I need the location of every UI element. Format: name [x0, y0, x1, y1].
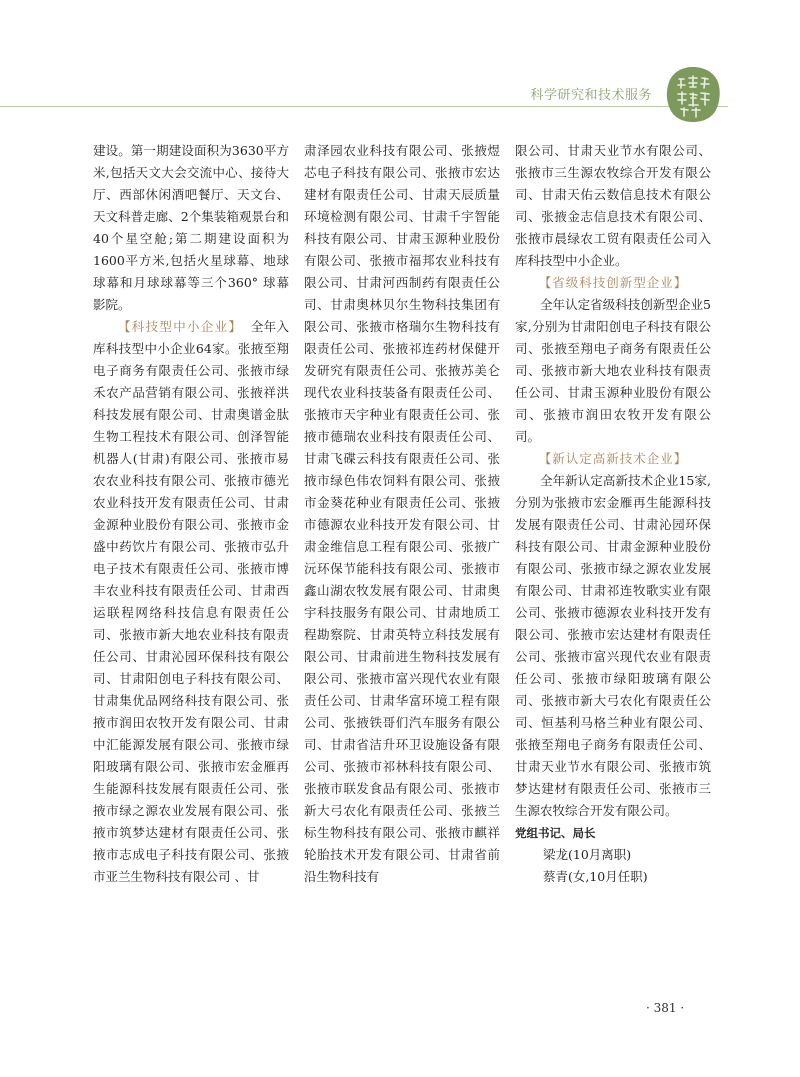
paragraph-planetarium: 建设。第一期建设面积为3630平方米,包括天文大会交流中心、接待大厅、西部休闲酒吧餐厅、天文台、天文科普走廊、2个集装箱观景台和40个星空舱;第二期建设面积为1600平方米,包括火星球幕、地球球幕和月球球幕等三个360° 球幕影院。: [93, 143, 289, 312]
leader-entry: 梁龙(10月离职): [543, 847, 632, 862]
header-rule: [0, 106, 728, 107]
section-body-provincial-innovative: 全年认定省级科技创新型企业5家,分别为甘肃阳创电子科技有限公司、张掖至翔电子商务有限责任公司、张掖市新大地农业科技有限责任公司、甘肃玉源种业股份有限公司、张掖市润田农牧开发有限公司。: [515, 297, 711, 444]
leader-entry: 蔡青(女,10月任职): [543, 869, 648, 884]
leaders-heading: 党组书记、局长: [515, 826, 596, 840]
section-title-provincial-innovative: 【省级科技创新型企业】: [538, 275, 688, 290]
text-column-3: [515, 140, 711, 888]
section-title-high-tech: 【新认定高新技术企业】: [538, 451, 688, 466]
section-tech-sme: [93, 316, 289, 888]
running-header-title: 科学研究和技术服务: [530, 88, 652, 103]
decorative-seal-icon: [664, 64, 722, 124]
section-body-tech-sme: 全年入库科技型中小企业64家。张掖至翔电子商务有限责任公司、张掖市绿禾农产品营销有限公司、张掖祥洪科技发展有限公司、甘肃奥谱金肽生物工程技术有限公司、创泽智能机器人(甘肃)有限公司、张掖市易农农业科技有限公司、张掖市德光农业科技开发有限责任公司、甘肃金源种业股份有限公司、张掖市金盛中药饮片有限公司、张掖市弘升电子技术有限责任公司、张掖市博丰农业科技有限责任公司、甘肃西运联程网络科技信息有限责任公司、张掖市新大地农业科技有限责任公司、甘肃沁园环保科技有限公司、甘肃阳创电子科技有限公司、甘肃集优品网络科技有限公司、张掖市润田农牧开发有限公司、甘肃中汇能源发展有限公司、张掖市绿阳玻璃有限公司、张掖市宏金雁再生能源科技发展有限责任公司、张掖市绿之源农业发展有限公司、张掖市筑梦达建材有限责任公司、张掖市志成电子科技有限公司、张掖市亚兰生物科技有限公司 、甘: [93, 319, 289, 884]
paragraph-company-list: 肃泽园农业科技有限公司、张掖煜芯电子科技有限公司、张掖市宏达建材有限责任公司、甘肃天辰质量环境检测有限公司、甘肃千宇智能科技有限公司、甘肃玉源种业股份有限公司、张掖市福邦农业科技有限公司、甘肃河西制药有限责任公司、甘肃奥林贝尔生物科技集团有限公司、张掖市格瑞尔生物科技有限责任公司、张掖祁连药材保健开发研究有限责任公司、张掖苏美仑现代农业科技装备有限责任公司、张掖市天宇种业有限责任公司、张掖市德瑞农业科技有限责任公司、甘肃飞碟云科技有限责任公司、张掖市绿色伟农饲料有限公司、张掖市金葵花种业有限责任公司、张掖市德源农业科技开发有限公司、甘肃金维信息工程有限公司、张掖广沅环保节能科技有限公司、张掖市鑫山湖农牧发展有限公司、甘肃奥宇科技服务有限公司、甘肃地质工程勘察院、甘肃英特立科技发展有限公司、甘肃前进生物科技发展有限公司、张掖市富兴现代农业有限责任公司、甘肃华富环境工程有限公司、张掖铁哥们汽车服务有限公司、甘肃省洁升环卫设施设备有限公司、张掖市祁林科技有限公司、张掖市联发食品有限公司、张掖市新大弓农化有限责任公司、张掖兰标生物科技有限公司、张掖市麒祥轮胎技术开发有限公司、甘肃省前沿生物科技有: [304, 143, 500, 884]
page-number: · 381 ·: [646, 1001, 685, 1015]
text-column-2: [304, 140, 500, 888]
section-body-high-tech: 全年新认定高新技术企业15家,分别为张掖市宏金雁再生能源科技发展有限责任公司、甘肃沁园环保科技有限公司、甘肃金源种业股份有限公司、张掖市绿之源农业发展有限公司、甘肃祁连牧歌实业有限公司、张掖市德源农业科技开发有限公司、张掖市宏达建材有限责任公司、张掖市富兴现代农业有限责任公司、张掖市绿阳玻璃有限公司、张掖市新大弓农化有限责任公司、恒基利马格兰种业有限公司、张掖至翔电子商务有限责任公司、甘肃天业节水有限公司、张掖市筑梦达建材有限责任公司、张掖市三生源农牧综合开发有限公司。: [515, 473, 711, 818]
text-column-1: [93, 140, 289, 888]
paragraph-company-list-end: 限公司、甘肃天业节水有限公司、张掖市三生源农牧综合开发有限公司、甘肃天佑云数信息技术有限公司、张掖金志信息技术有限公司、张掖市晨绿农工贸有限责任公司入库科技型中小企业。: [515, 143, 711, 268]
section-title-tech-sme: 【科技型中小企业】: [118, 319, 243, 334]
